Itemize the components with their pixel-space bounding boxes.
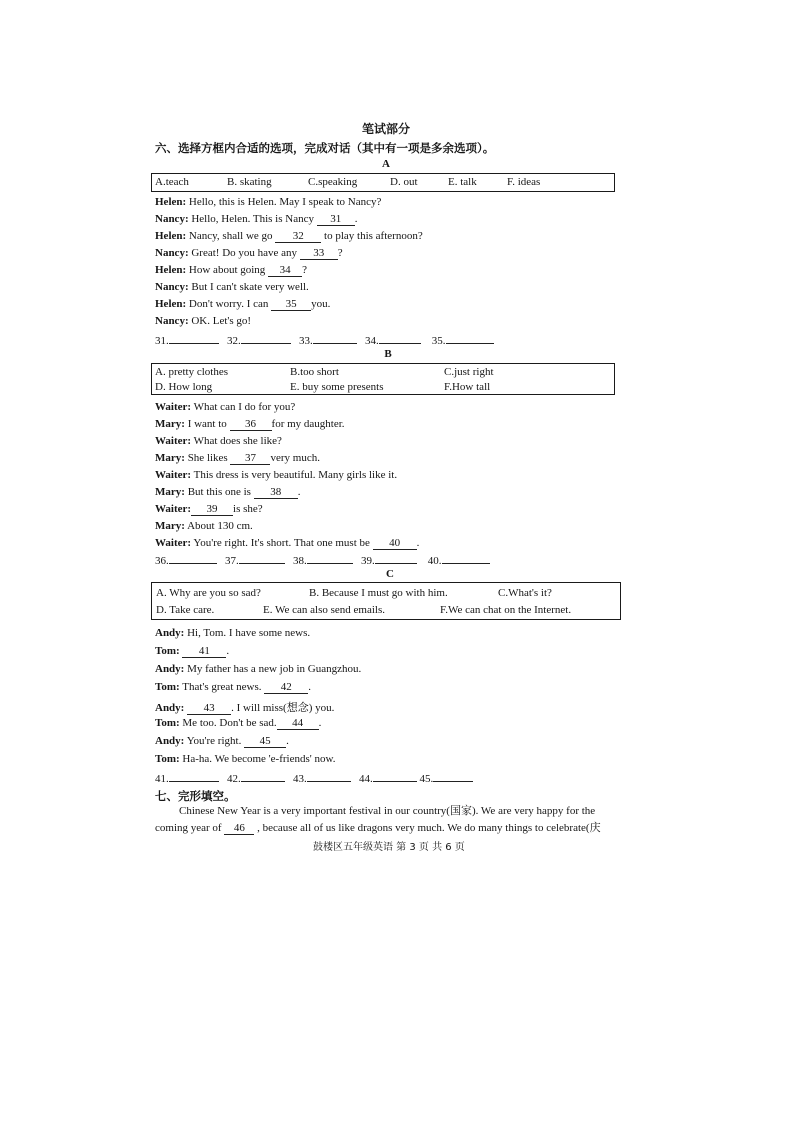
part-b-option: C.just right bbox=[444, 366, 494, 378]
answer-blank[interactable] bbox=[307, 771, 351, 782]
dialogue-line: Tom: That's great news. 42 . bbox=[155, 681, 311, 693]
part-c-option: C.What's it? bbox=[498, 587, 552, 599]
blank-31[interactable]: 31 bbox=[317, 213, 355, 226]
answer-blank[interactable] bbox=[307, 553, 353, 564]
blank-41[interactable]: 41 bbox=[182, 645, 226, 658]
blank-33[interactable]: 33 bbox=[300, 247, 338, 260]
part-a-option: C.speaking bbox=[308, 176, 358, 188]
blank-46[interactable]: 46 bbox=[224, 822, 254, 835]
blank-44[interactable]: 44 bbox=[277, 717, 319, 730]
part-a-label: A bbox=[382, 158, 390, 170]
cloze-passage bbox=[155, 803, 635, 837]
part-c-option: F.We can chat on the Internet. bbox=[440, 604, 572, 616]
blank-43[interactable]: 43 bbox=[187, 702, 231, 715]
part-c-options-box bbox=[151, 582, 621, 620]
dialogue-line: Nancy: Hello, Helen. This is Nancy 31 . bbox=[155, 213, 358, 225]
dialogue-line: Andy: You're right. 45 . bbox=[155, 735, 289, 747]
dialogue-line: Waiter: You're right. It's short. That one must be 40 . bbox=[155, 537, 420, 549]
part-b-option: E. buy some presents bbox=[290, 381, 384, 393]
dialogue-line: Helen: Nancy, shall we go 32 to play this afternoon? bbox=[155, 230, 423, 242]
part-a-answer-line: 31. 32. 33. 34. 35. bbox=[155, 333, 494, 347]
dialogue-line: Waiter: What does she like? bbox=[155, 435, 282, 447]
blank-35[interactable]: 35 bbox=[271, 298, 311, 311]
dialogue-line: Nancy: OK. Let's go! bbox=[155, 315, 252, 327]
dialogue-line: Waiter: What can I do for you? bbox=[155, 401, 296, 413]
dialogue-line: Mary: About 130 cm. bbox=[155, 520, 253, 532]
dialogue-line: Andy: Hi, Tom. I have some news. bbox=[155, 627, 311, 639]
blank-37[interactable]: 37 bbox=[230, 452, 270, 465]
dialogue-line: Tom: Ha-ha. We become 'e-friends' now. bbox=[155, 753, 336, 765]
blank-40[interactable]: 40 bbox=[373, 537, 417, 550]
answer-blank[interactable] bbox=[442, 553, 490, 564]
section6-heading: 六、选择方框内合适的选项，完成对话（其中有一项是多余选项）。 bbox=[155, 141, 495, 155]
answer-blank[interactable] bbox=[169, 771, 219, 782]
dialogue-line: Tom: 41 . bbox=[155, 645, 230, 657]
cloze-line-2: coming year of 46 , because all of us like dragons very much. We do many things to celebrate(庆 bbox=[155, 822, 601, 834]
part-c-option: B. Because I must go with him. bbox=[309, 587, 448, 599]
part-b-option: D. How long bbox=[155, 381, 213, 393]
page-footer: 鼓楼区五年级英语 第 3 页 共 6 页 bbox=[313, 842, 465, 853]
dialogue-line: Waiter: 39 is she? bbox=[155, 503, 263, 515]
dialogue-line: Tom: Me too. Don't be sad. 44 . bbox=[155, 717, 322, 729]
section7-heading: 七、完形填空。 bbox=[155, 789, 236, 803]
dialogue-line: Nancy: But I can't skate very well. bbox=[155, 281, 309, 293]
dialogue-line: Nancy: Great! Do you have any 33 ? bbox=[155, 247, 343, 259]
part-a-option: B. skating bbox=[227, 176, 272, 188]
part-a-option: A.teach bbox=[155, 176, 189, 188]
blank-38[interactable]: 38 bbox=[254, 486, 298, 499]
dialogue-line: Helen: Hello, this is Helen. May I speak to Nancy? bbox=[155, 196, 382, 208]
dialogue-line: Waiter: This dress is very beautiful. Many girls like it. bbox=[155, 469, 398, 481]
part-c-option: A. Why are you so sad? bbox=[156, 587, 261, 599]
answer-blank[interactable] bbox=[446, 333, 494, 344]
blank-45[interactable]: 45 bbox=[244, 735, 286, 748]
dialogue-line: Helen: How about going 34 ? bbox=[155, 264, 307, 276]
dialogue-line: Andy: My father has a new job in Guangzhou. bbox=[155, 663, 362, 675]
blank-36[interactable]: 36 bbox=[230, 418, 272, 431]
cloze-line-1: Chinese New Year is a very important festival in our country(国家). We are very happy for the bbox=[179, 805, 596, 817]
part-b-label: B bbox=[384, 348, 392, 360]
dialogue-line: Mary: But this one is 38 . bbox=[155, 486, 301, 498]
answer-blank[interactable] bbox=[375, 553, 417, 564]
part-a-option: F. ideas bbox=[507, 176, 541, 188]
answer-blank[interactable] bbox=[373, 771, 417, 782]
dialogue-line: Mary: I want to 36 for my daughter. bbox=[155, 418, 345, 430]
answer-blank[interactable] bbox=[433, 771, 473, 782]
part-c-option: E. We can also send emails. bbox=[263, 604, 386, 616]
answer-blank[interactable] bbox=[169, 333, 219, 344]
part-a-option: D. out bbox=[390, 176, 418, 188]
dialogue-line: Helen: Don't worry. I can 35 you. bbox=[155, 298, 331, 310]
dialogue-line: Andy: 43 . I will miss(想念) you. bbox=[155, 702, 335, 714]
answer-blank[interactable] bbox=[313, 333, 357, 344]
part-c-answer-line: 41. 42. 43. 44. 45. bbox=[155, 771, 473, 785]
blank-32[interactable]: 32 bbox=[275, 230, 321, 243]
blank-34[interactable]: 34 bbox=[268, 264, 302, 277]
blank-42[interactable]: 42 bbox=[264, 681, 308, 694]
page-title: 笔试部分 bbox=[362, 122, 411, 136]
answer-blank[interactable] bbox=[239, 553, 285, 564]
part-a-option: E. talk bbox=[448, 176, 477, 188]
part-b-option: B.too short bbox=[290, 366, 339, 378]
part-c-label: C bbox=[386, 568, 394, 580]
answer-blank[interactable] bbox=[241, 771, 285, 782]
part-b-options-box bbox=[151, 363, 615, 395]
part-b-option: A. pretty clothes bbox=[155, 366, 229, 378]
answer-blank[interactable] bbox=[169, 553, 217, 564]
part-b-option: F.How tall bbox=[444, 381, 491, 393]
dialogue-line: Mary: She likes 37 very much. bbox=[155, 452, 320, 464]
part-c-option: D. Take care. bbox=[156, 604, 215, 616]
blank-39[interactable]: 39 bbox=[191, 503, 233, 516]
answer-blank[interactable] bbox=[241, 333, 291, 344]
part-b-answer-line: 36. 37. 38. 39. 40. bbox=[155, 553, 490, 567]
answer-blank[interactable] bbox=[379, 333, 421, 344]
part-a-options-box bbox=[151, 173, 615, 192]
